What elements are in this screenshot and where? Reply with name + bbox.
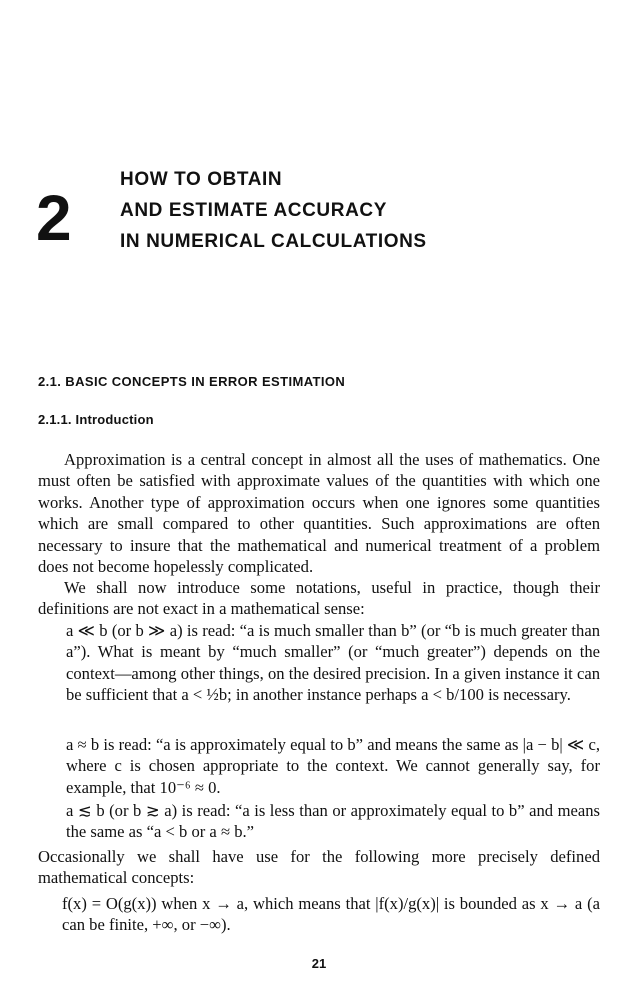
definition-big-o: f(x) = O(g(x)) when x → a, which means that |f(x)/g(x)| is bounded as x → a (a can be finite, +∞, or −∞). xyxy=(62,894,600,935)
chapter-title-line-1: HOW TO OBTAIN xyxy=(120,169,283,190)
section-heading: 2.1. BASIC CONCEPTS IN ERROR ESTIMATION xyxy=(38,374,346,389)
paragraph-approximation: Approximation is a central concept in almost all the uses of mathematics. One must often be satisfied with approximate values of the quantities with which one works. Another type of approximation occurs when one ignores some quantities which are small compared to other quantities. Such approximations are often necessary to insure that the mathematical and numerical treatment of a problem does not become hopelessly complicated. xyxy=(38,450,600,577)
subsection-heading: 2.1.1. Introduction xyxy=(38,412,154,427)
definition-approximately-equal: a ≈ b is read: “a is approximately equal to b” and means the same as |a − b| ≪ c, where c is chosen appropriate to the context. We cannot generally say, for example, that 10⁻⁶ ≈ 0. xyxy=(66,735,600,797)
chapter-number: 2 xyxy=(36,182,71,254)
chapter-title-line-3: IN NUMERICAL CALCULATIONS xyxy=(120,231,427,252)
definition-less-or-approx-equal: a ≲ b (or b ≳ a) is read: “a is less than or approximately equal to b” and means the same as “a < b or a ≈ b.” xyxy=(66,801,600,842)
chapter-title-line-2: AND ESTIMATE ACCURACY xyxy=(120,200,387,221)
paragraph-notations-intro: We shall now introduce some notations, useful in practice, though their definitions are not exact in a mathematical sense: xyxy=(38,578,600,619)
page-number: 21 xyxy=(311,956,327,971)
definition-much-smaller: a ≪ b (or b ≫ a) is read: “a is much smaller than b” (or “b is much greater than a”). What is meant by “much smaller” (or “much greater”) depends on the context—among other things, on the desired precision. In a given instance it can be sufficient that a < ½b; in another instance perhaps a < b/100 is necessary. xyxy=(66,621,600,705)
chapter-title xyxy=(120,164,427,257)
paragraph-precise-concepts: Occasionally we shall have use for the following more precisely defined mathematical concepts: xyxy=(38,847,600,888)
